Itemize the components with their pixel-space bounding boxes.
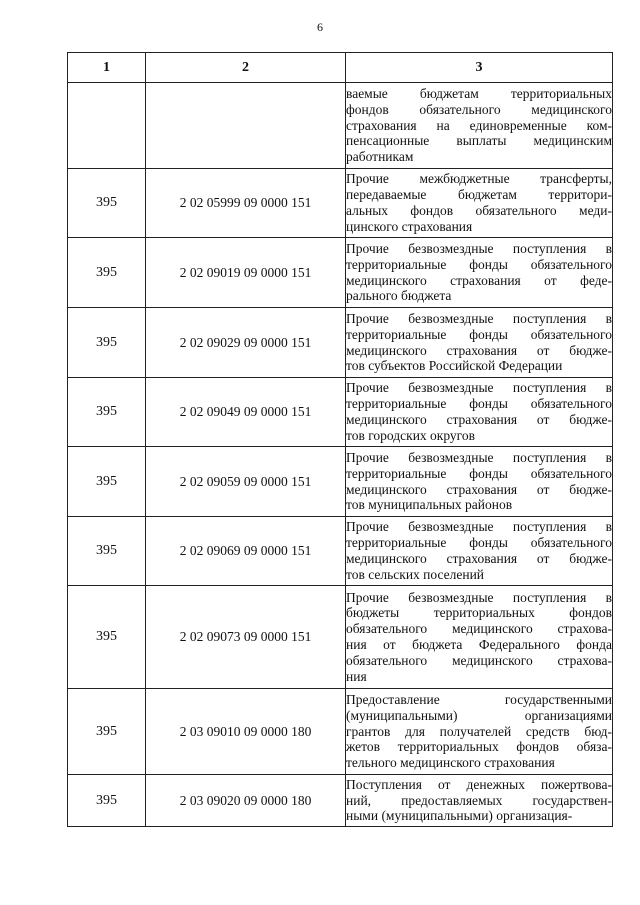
budget-classification-code-cell: 2 03 09010 09 0000 180 (146, 689, 346, 775)
column-header-1: 1 (68, 53, 146, 83)
table-row (68, 169, 613, 238)
description-line: ния (346, 668, 367, 684)
revenue-description-cell (346, 169, 613, 238)
revenue-description-cell (346, 238, 613, 308)
admin-code-cell: 395 (68, 378, 146, 447)
page-number: 6 (317, 20, 323, 34)
table-row (68, 775, 613, 827)
admin-code-cell: 395 (68, 238, 146, 308)
revenue-description-cell (346, 378, 613, 447)
admin-code-cell: 395 (68, 586, 146, 689)
budget-classification-code-cell: 2 03 09020 09 0000 180 (146, 775, 346, 827)
admin-code-cell: 395 (68, 308, 146, 378)
table-row (68, 308, 613, 378)
column-header-2: 2 (146, 53, 346, 83)
table-row (68, 517, 613, 586)
table-header-row (68, 53, 613, 83)
description-line: ния от бюджета Федерального фонда (346, 637, 612, 652)
description-line: страхования на единовременные ком- (346, 117, 612, 133)
description-line: ными (муниципальными) организация- (346, 808, 573, 824)
description-line: обязательного медицинского страхова- (346, 652, 612, 668)
description-line: территориальные фонды обязательного (346, 396, 612, 412)
admin-code-cell: 395 (68, 517, 146, 586)
admin-code-cell: 395 (68, 447, 146, 517)
description-line: территориальные фонды обязательного (346, 535, 612, 551)
description-line: медицинского страхования от феде- (346, 272, 612, 288)
revenue-description-cell (346, 447, 613, 517)
admin-code-cell: 395 (68, 689, 146, 775)
budget-codes-table (67, 52, 613, 827)
description-line: ваемые бюджетам территориальных (346, 86, 612, 101)
description-line: территориальные фонды обязательного (346, 326, 612, 342)
revenue-description-cell (346, 775, 613, 827)
admin-code-cell (68, 83, 146, 169)
description-line: тов сельских поселений (346, 566, 485, 582)
description-line: Прочие межбюджетные трансферты, (346, 171, 612, 187)
description-line: медицинского страхования от бюдже- (346, 481, 612, 497)
description-line: грантов для получателей средств бюд- (346, 723, 612, 739)
description-line: обязательного медицинского страхова- (346, 621, 612, 637)
revenue-description-cell (346, 308, 613, 378)
description-line: передаваемые бюджетам территори- (346, 187, 612, 203)
description-line: медицинского страхования от бюдже- (346, 551, 612, 566)
description-line: пенсационные выплаты медицинским (346, 133, 612, 149)
budget-classification-code-cell: 2 02 09069 09 0000 151 (146, 517, 346, 586)
table-row (68, 378, 613, 447)
table-row (68, 83, 613, 169)
table-body (68, 83, 613, 827)
description-line: рального бюджета (346, 288, 452, 304)
description-line: жетов территориальных фондов обяза- (346, 739, 612, 755)
description-line: территориальные фонды обязательного (346, 256, 612, 272)
description-line: Предоставление государственными (346, 692, 612, 707)
column-header-3: 3 (346, 53, 613, 83)
description-line: Прочие безвозмездные поступления в (346, 240, 612, 256)
budget-classification-code-cell (146, 83, 346, 169)
description-line: Прочие безвозмездные поступления в (346, 449, 612, 465)
budget-classification-code-cell: 2 02 09029 09 0000 151 (146, 308, 346, 378)
budget-classification-code-cell: 2 02 09049 09 0000 151 (146, 378, 346, 447)
description-line: (муниципальными) организациями (346, 707, 612, 723)
description-line: работникам (346, 149, 414, 165)
description-line: Прочие безвозмездные поступления в (346, 380, 612, 396)
description-line: медицинского страхования от бюдже- (346, 412, 612, 427)
table-row (68, 238, 613, 308)
revenue-description-cell (346, 689, 613, 775)
description-line: тов муниципальных районов (346, 497, 513, 513)
revenue-description-cell (346, 83, 613, 169)
table-row (68, 586, 613, 689)
budget-classification-code-cell: 2 02 09073 09 0000 151 (146, 586, 346, 689)
admin-code-cell: 395 (68, 169, 146, 238)
description-line: медицинского страхования от бюдже- (346, 342, 612, 358)
budget-classification-code-cell: 2 02 09019 09 0000 151 (146, 238, 346, 308)
admin-code-cell: 395 (68, 775, 146, 827)
description-line: фондов обязательного медицинского (346, 101, 612, 117)
description-line: Прочие безвозмездные поступления в (346, 310, 612, 326)
description-line: Поступления от денежных пожертвова- (346, 776, 612, 792)
revenue-description-cell (346, 586, 613, 689)
description-line: ний, предоставляемых государствен- (346, 792, 612, 808)
revenue-description-cell (346, 517, 613, 586)
description-line: тов городских округов (346, 427, 476, 443)
description-line: бюджеты территориальных фондов (346, 605, 612, 621)
budget-classification-code-cell: 2 02 05999 09 0000 151 (146, 169, 346, 238)
table-row (68, 689, 613, 775)
description-line: цинского страхования (346, 218, 473, 234)
description-line: Прочие безвозмездные поступления в (346, 519, 612, 535)
description-line: тельного медицинского страхования (346, 755, 555, 771)
description-line: тов субъектов Российской Федерации (346, 358, 563, 374)
description-line: территориальные фонды обязательного (346, 465, 612, 481)
budget-classification-code-cell: 2 02 09059 09 0000 151 (146, 447, 346, 517)
description-line: Прочие безвозмездные поступления в (346, 589, 612, 605)
description-line: альных фондов обязательного меди- (346, 203, 612, 218)
table-row (68, 447, 613, 517)
